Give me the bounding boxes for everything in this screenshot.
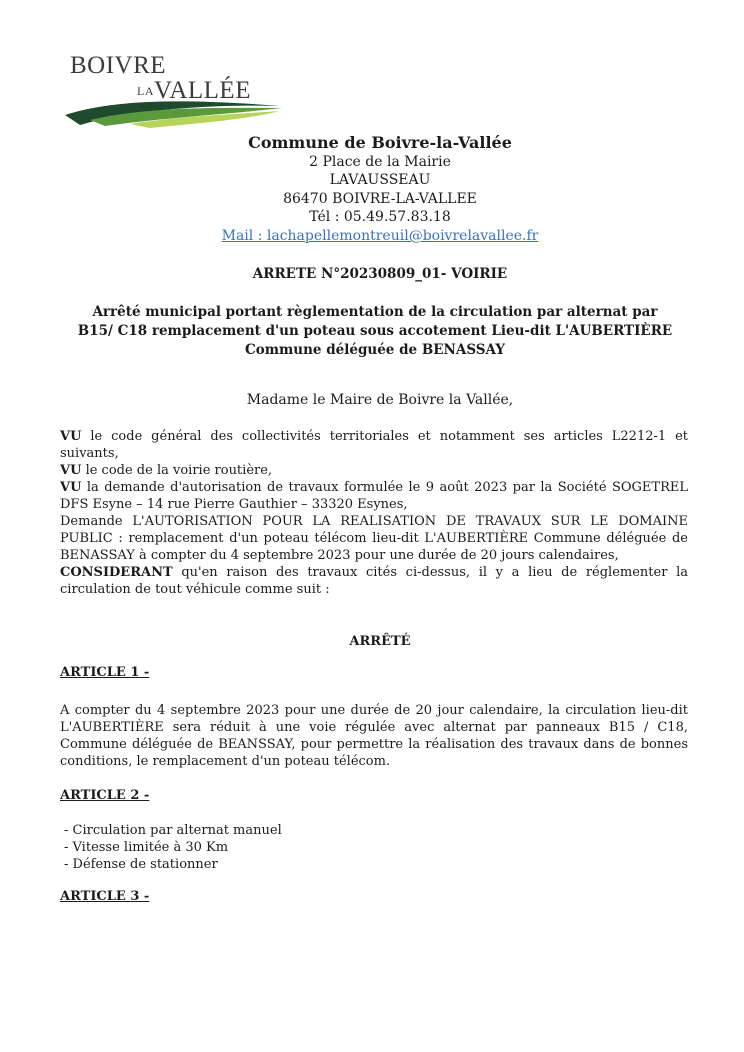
- commune-name: Commune de Boivre-la-Vallée: [248, 133, 512, 152]
- logo-word-la: LA: [137, 84, 154, 98]
- visa-lead: VU: [60, 429, 82, 444]
- visa-text: la demande d'autorisation de travaux formulée le 9 août 2023 par la Société SOGETREL DFS Esyne – 14 rue Pierre Gauthier – 33320 Esynes,: [60, 480, 688, 512]
- visa-paragraph: [60, 479, 688, 513]
- logo-word-vallee: VALLÉE: [154, 77, 251, 104]
- visa-lead: CONSIDERANT: [60, 565, 173, 580]
- address-line-3: 86470 BOIVRE-LA-VALLEE: [283, 191, 477, 207]
- visa-text: le code de la voirie routière,: [81, 463, 273, 478]
- article-2-heading: ARTICLE 2 -: [60, 788, 150, 803]
- arrete-heading: ARRÊTÉ: [349, 634, 411, 649]
- address-line-1: 2 Place de la Mairie: [309, 154, 451, 170]
- visa-text: le code général des collectivités territoriales et notamment ses articles L2212-1 et suivants,: [60, 429, 688, 461]
- title-line-3: Commune déléguée de BENASSAY: [244, 342, 505, 358]
- visa-text: qu'en raison des travaux cités ci-dessus, il y a lieu de réglementer la circulation de tout véhicule comme suit :: [60, 565, 688, 597]
- salutation: Madame le Maire de Boivre la Vallée,: [246, 392, 514, 408]
- visa-paragraph: [60, 428, 688, 462]
- document-title: [55, 303, 695, 360]
- article-1-text: A compter du 4 septembre 2023 pour une durée de 20 jour calendaire, la circulation lieu-dit L'AUBERTIÈRE sera réduit à une voie régulée avec alternat par panneaux B15 / C18, Commune déléguée de BEANSSAY, pour permettre la réalisation des travaux dans de bonnes conditions, le remplacement d'un poteau télécom.: [60, 703, 688, 769]
- visa-paragraph: [60, 513, 688, 564]
- article-1-heading: ARTICLE 1 -: [60, 665, 150, 680]
- visa-text: Demande L'AUTORISATION POUR LA REALISATION DE TRAVAUX SUR LE DOMAINE PUBLIC : remplacement d'un poteau télécom lieu-dit L'AUBERTIÈRE Commune déléguée de BENASSAY à compter du 4 septembre 2023 pour une durée de 20 jours calendaires,: [60, 514, 688, 563]
- address-line-2: LAVAUSSEAU: [329, 172, 431, 188]
- title-line-2: B15/ C18 remplacement d'un poteau sous accotement Lieu-dit L'AUBERTIÈRE: [77, 323, 673, 339]
- list-item: - Défense de stationner: [64, 857, 218, 872]
- commune-logo: [60, 50, 285, 130]
- list-item: - Vitesse limitée à 30 Km: [64, 840, 229, 855]
- visa-paragraph: [60, 462, 688, 479]
- visa-paragraph: [60, 564, 688, 598]
- mail-link[interactable]: Mail : lachapellemontreuil@boivrelavallee.fr: [221, 228, 539, 244]
- visas-block: [60, 428, 688, 598]
- phone-line: Tél : 05.49.57.83.18: [309, 209, 451, 225]
- title-line-1: Arrêté municipal portant règlementation de la circulation par alternat par: [92, 304, 658, 320]
- visa-lead: VU: [60, 463, 82, 478]
- logo-word-boivre: BOIVRE: [70, 52, 167, 79]
- visa-lead: VU: [60, 480, 82, 495]
- article-3-heading: ARTICLE 3 -: [60, 889, 150, 904]
- arrete-number: ARRETE N°20230809_01- VOIRIE: [252, 266, 508, 282]
- list-item: - Circulation par alternat manuel: [64, 823, 282, 838]
- article-2-list: [64, 822, 282, 873]
